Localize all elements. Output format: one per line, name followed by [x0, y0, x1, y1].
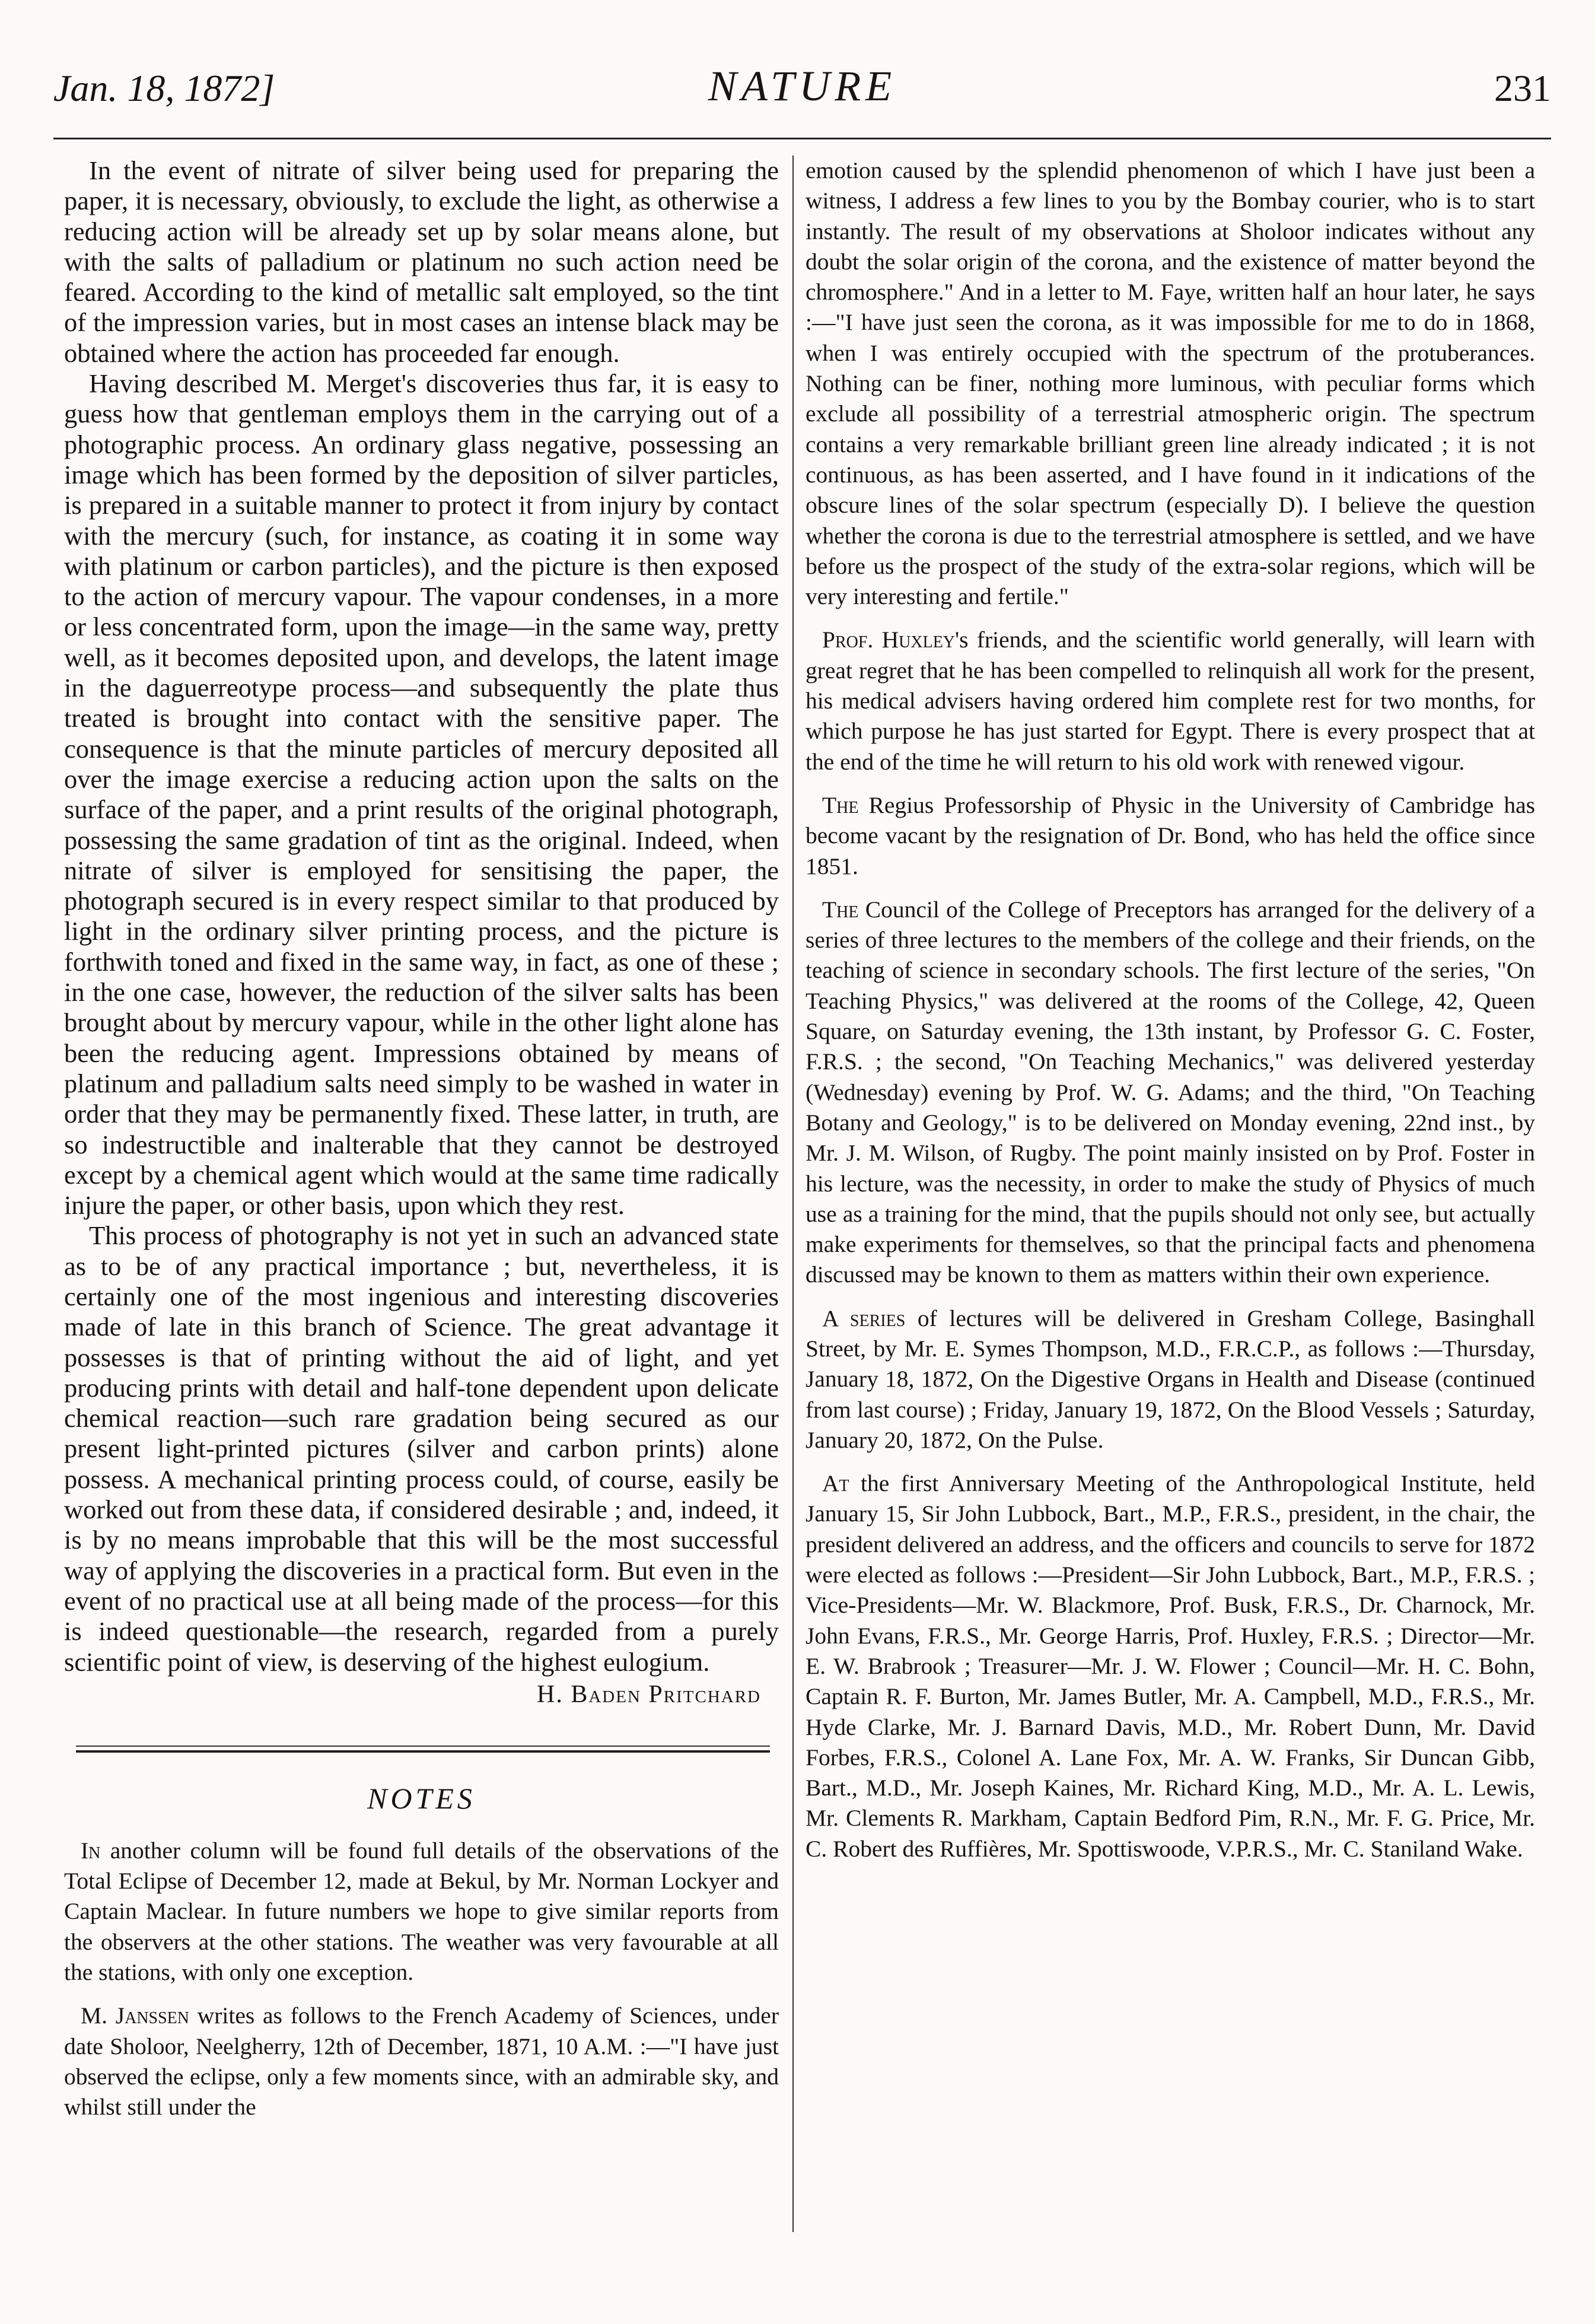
lead-word: Prof. Huxley — [822, 627, 956, 653]
note-paragraph — [64, 2001, 779, 2122]
note-paragraph — [806, 625, 1535, 777]
page-number: 231 — [1494, 67, 1551, 109]
column-divider — [792, 155, 794, 2232]
header-rule — [53, 138, 1551, 139]
lead-word: M. Janssen — [81, 2002, 190, 2029]
note-paragraph — [806, 155, 1535, 612]
note-text: writes as follows to the French Academy of Sciences, under date Sholoor, Neelgherry, 12th of December, 1871, 10 A.M. :—"I have just observed the eclipse, only a few moments since, with an admirable sky, and whilst still under the — [64, 2002, 779, 2120]
note-text: emotion caused by the splendid phenomenon of which I have just been a witness, I address a few lines to you by the Bombay courier, who is to start instantly. The result of my observations at Sholoor indicates without any doubt the solar origin of the corona, and the existence of matter beyond the chromosphere." And in a letter to M. Faye, written half an hour later, he says :—"I have just seen the corona, as it was impossible for me to do in 1868, when I was entirely occupied with the spectrum of the protuberances. Nothing can be finer, nothing more luminous, with peculiar forms which exclude all possibility of a terrestrial atmospheric origin. The spectrum contains a very remarkable brilliant green line already indicated ; it is not continuous, as has been asserted, and I have found in it indications of the obscure lines of the solar spectrum (especially D). I believe the question whether the corona is due to the terrestrial atmosphere is settled, and we have before us the prospect of the study of the extra-solar regions, which will be very interesting and fertile." — [806, 157, 1535, 610]
right-column — [806, 155, 1535, 1877]
note-paragraph — [64, 1836, 779, 1988]
lead-word: In — [81, 1837, 101, 1864]
note-text: Council of the College of Preceptors has arranged for the delivery of a series of three lectures to the members of the college and their friends, on the teaching of science in secondary schools. The first lecture of the series, "On Teaching Physics," was delivered at the rooms of the College, 42, Queen Square, on Saturday evening, the 13th instant, by Professor G. C. Foster, F.R.S. ; the second, "On Teaching Mechanics," was delivered yesterday (Wednesday) evening by Prof. W. G. Adams; and the third, "On Teaching Botany and Geology," is to be delivered on Monday evening, 22nd inst., by Mr. J. M. Wilson, of Rugby. The point mainly insisted on by Prof. Foster in his lecture, was the necessity, in order to make the study of Physics of much use as a training for the mind, that the pupils should not only see, but actually make experiments for themselves, so that the principal facts and phenomena discussed may be known to them as matters within their own experience. — [806, 896, 1535, 1288]
note-text: of lectures will be delivered in Gresham College, Basinghall Street, by Mr. E. Symes Thompson, M.D., F.R.C.P., as follows :—Thursday, January 18, 1872, On the Digestive Organs in Health and Disease (continued from last course) ; Friday, January 19, 1872, On the Blood Vessels ; Saturday, January 20, 1872, On the Pulse. — [806, 1305, 1536, 1453]
lead-word: A series — [822, 1305, 906, 1331]
article-paragraph: This process of photography is not yet in such an advanced state as to be of any practical importance ; but, nevertheless, it is certainly one of the most ingenious and interesting discoveries made of late in this branch of Science. The great advantage it possesses is that of printing without the aid of light, and yet producing prints with detail and half-tone dependent upon delicate chemical reaction—such rare gradation being secured as our present light-printed pictures (silver and carbon prints) alone possess. A mechanical printing process could, of course, easily be worked out from these data, if considered desirable ; and, indeed, it is by no means improbable that this will be the most successful way of applying the discoveries in a practical form. But even in the event of no practical use at all being made of the process—for this is indeed questionable—the research, regarded from a purely scientific point of view, is deserving of the highest eulogium. — [64, 1220, 779, 1677]
note-paragraph — [806, 895, 1535, 1290]
note-text: 's friends, and the scientific world generally, will learn with great regret that he has been compelled to relinquish all work for the present, his medical advisers having ordered him complete rest for two months, for which purpose he has just started for Egypt. There is every prospect that at the end of the time he will return to his old work with renewed vigour. — [806, 627, 1535, 775]
notes-heading: NOTES — [367, 1781, 476, 1815]
article-paragraph: Having described M. Merget's discoveries thus far, it is easy to guess how that gentleman employs them in the carrying out of a photographic process. An ordinary glass negative, possessing an image which has been formed by the deposition of silver particles, is prepared in a suitable manner to protect it from injury by contact with the mercury (such, for instance, as coating it in some way with platinum or carbon particles), and the picture is then exposed to the action of mercury vapour. The vapour condenses, in a more or less concentrated form, upon the image—in the same way, pretty well, as it becomes deposited upon, and develops, the latent image in the daguerreotype process—and subsequently the plate thus treated is brought into contact with the sensitive paper. The consequence is that the minute particles of mercury deposited all over the image exercise a reducing action upon the salts on the surface of the paper, and a print results of the original photograph, possessing the same gradation of tint as the original. Indeed, when nitrate of silver is employed for sensitising the paper, the photograph secured is in every respect similar to that produced by light in the ordinary silver printing process, and the picture is forthwith toned and fixed in the same way, in fact, as one of these ; in the one case, however, the reduction of the silver salts has been brought about by mercury vapour, while in the other light alone has been the reducing agent. Impressions obtained by means of platinum and palladium salts need simply to be washed in water in order that they may be permanently fixed. These latter, in truth, are so indestructible and inalterable that they cannot be destroyed except by a chemical agent which would at the same time radically injure the paper, or other basis, upon which they rest. — [64, 368, 779, 1220]
article-body — [64, 155, 779, 1677]
note-paragraph — [806, 790, 1535, 882]
note-paragraph — [806, 1304, 1535, 1455]
page-header — [53, 62, 1551, 132]
note-text: another column will be found full details of the observations of the Total Eclipse of December 12, made at Bekul, by Mr. Norman Lockyer and Captain Maclear. In future numbers we hope to give similar reports from the observers at the other stations. The weather was very favourable at all the stations, with only one exception. — [64, 1837, 779, 1986]
note-paragraph — [806, 1468, 1535, 1864]
lead-word: At — [822, 1470, 849, 1497]
article-paragraph: In the event of nitrate of silver being used for preparing the paper, it is necessary, obviously, to exclude the light, as otherwise a reducing action will be already set up by solar means alone, but with the salts of palladium or platinum no such action need be feared. According to the kind of metallic salt employed, so the tint of the impression varies, but in most cases an intense black may be obtained where the action has proceeded far enough. — [64, 155, 779, 368]
left-column — [64, 155, 779, 2136]
notes-section — [64, 1781, 779, 2123]
lead-word: The — [822, 791, 859, 818]
issue-date: Jan. 18, 1872] — [53, 67, 275, 109]
lead-word: The — [822, 896, 859, 923]
note-text: the first Anniversary Meeting of the Anthropological Institute, held January 15, Sir John Lubbock, Bart., M.P., F.R.S., president, in the chair, the president delivered an address, and the officers and councils to serve for 1872 were elected as follows :—President—Sir John Lubbock, Bart., M.P., F.R.S. ; Vice-Presidents—Mr. W. Blackmore, Prof. Busk, F.R.S., Dr. Charnock, Mr. John Evans, F.R.S., Mr. George Harris, Prof. Huxley, F.R.S. ; Director—Mr. E. W. Brabrook ; Treasurer—Mr. J. W. Flower ; Council—Mr. H. C. Bohn, Captain R. F. Burton, Mr. James Butler, Mr. A. Campbell, M.D., F.R.S., Mr. Hyde Clarke, Mr. J. Barnard Davis, M.D., Mr. Robert Dunn, Mr. David Forbes, F.R.S., Colonel A. Lane Fox, Mr. A. W. Franks, Sir Duncan Gibb, Bart., M.D., Mr. Joseph Kaines, Mr. Richard King, M.D., Mr. A. L. Lewis, Mr. Clements R. Markham, Captain Bedford Pim, R.N., Mr. F. G. Price, Mr. C. Robert des Ruffières, Mr. Spottiswoode, V.P.R.S., Mr. C. Staniland Wake. — [806, 1470, 1535, 1862]
section-separator — [76, 1746, 770, 1753]
author-signature: H. Baden Pritchard — [537, 1680, 761, 1708]
note-text: Regius Professorship of Physic in the University of Cambridge has become vacant by the resignation of Dr. Bond, who has held the office since 1851. — [806, 791, 1535, 879]
journal-title: NATURE — [708, 62, 897, 110]
